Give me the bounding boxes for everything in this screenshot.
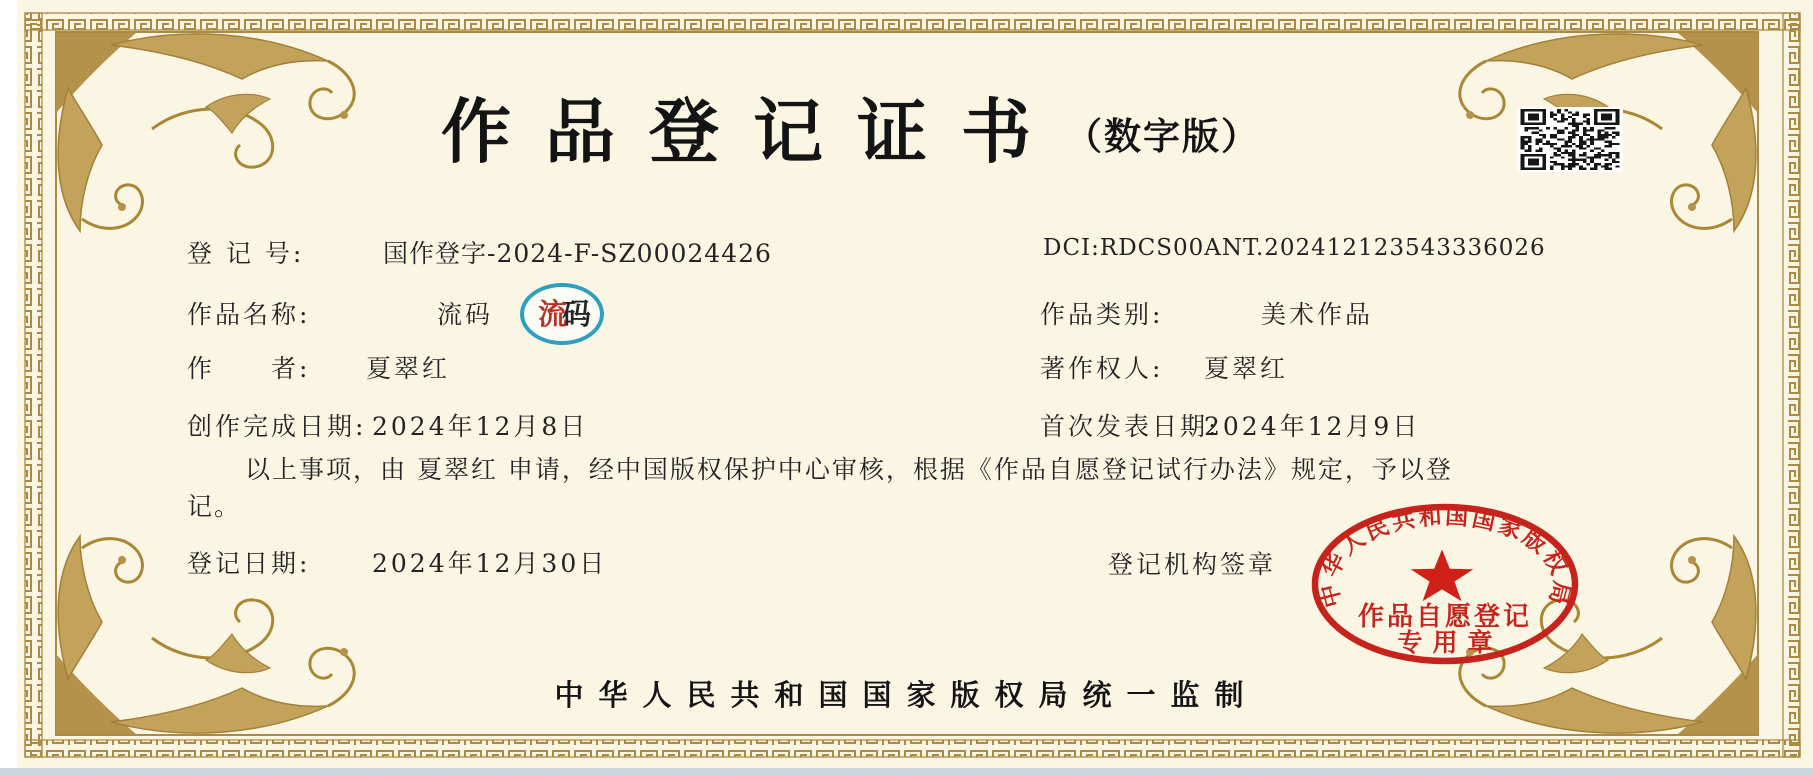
work-logo xyxy=(520,283,604,345)
publish-date-label: 首次发表日期: xyxy=(1040,412,1220,441)
certificate-edition-label: （数字版） xyxy=(1065,114,1260,158)
author-label: 作 者: xyxy=(187,354,311,383)
seal-text-row1: 作品自愿登记 xyxy=(1357,602,1533,632)
reg-number-value: 国作登字-2024-F-SZ00024426 xyxy=(383,239,772,268)
seal-caption: 登记机构签章 xyxy=(1108,550,1277,579)
work-type-value: 美术作品 xyxy=(1261,300,1374,329)
creation-date-label: 创作完成日期: xyxy=(187,412,367,441)
work-name-label: 作品名称: xyxy=(187,300,311,329)
rights-holder-label: 著作权人: xyxy=(1040,354,1164,383)
bottom-edge-strip xyxy=(0,768,1813,776)
reg-date-label: 登记日期: xyxy=(187,549,311,578)
reg-number-label: 登 记 号: xyxy=(187,239,305,268)
work-name-value: 流码 xyxy=(437,300,494,329)
statement-line-1: 以上事项，由 夏翠红 申请，经中国版权保护中心审核，根据《作品自愿登记试行办法》规定，予以登 xyxy=(245,455,1453,484)
statement-line-2: 记。 xyxy=(187,492,242,521)
rights-holder-value: 夏翠红 xyxy=(1204,354,1289,383)
certificate-title: 作品登记证书 xyxy=(441,90,1065,173)
author-value: 夏翠红 xyxy=(366,354,451,383)
work-logo-char-red: 流 xyxy=(537,296,564,331)
reg-date-value: 2024年12月30日 xyxy=(372,549,608,578)
title-row xyxy=(0,76,1757,177)
seal-arc-text: 中华人民共和国国家版权局 xyxy=(1314,502,1576,611)
dci-number: DCI:RDCS00ANT.202412123543336026 xyxy=(1043,235,1546,261)
seal-text-row2: 专用章 xyxy=(1397,628,1503,657)
footer-imprint: 中华人民共和国国家版权局统一监制 xyxy=(554,678,1259,712)
creation-date-value: 2024年12月8日 xyxy=(372,412,589,441)
publish-date-value: 2024年12月9日 xyxy=(1204,412,1421,441)
work-logo-char-dark: 码 xyxy=(562,296,589,331)
seal-star-icon xyxy=(1411,550,1474,602)
official-seal xyxy=(1302,498,1594,674)
qr-code xyxy=(1517,107,1623,172)
work-type-label: 作品类别: xyxy=(1040,300,1164,329)
